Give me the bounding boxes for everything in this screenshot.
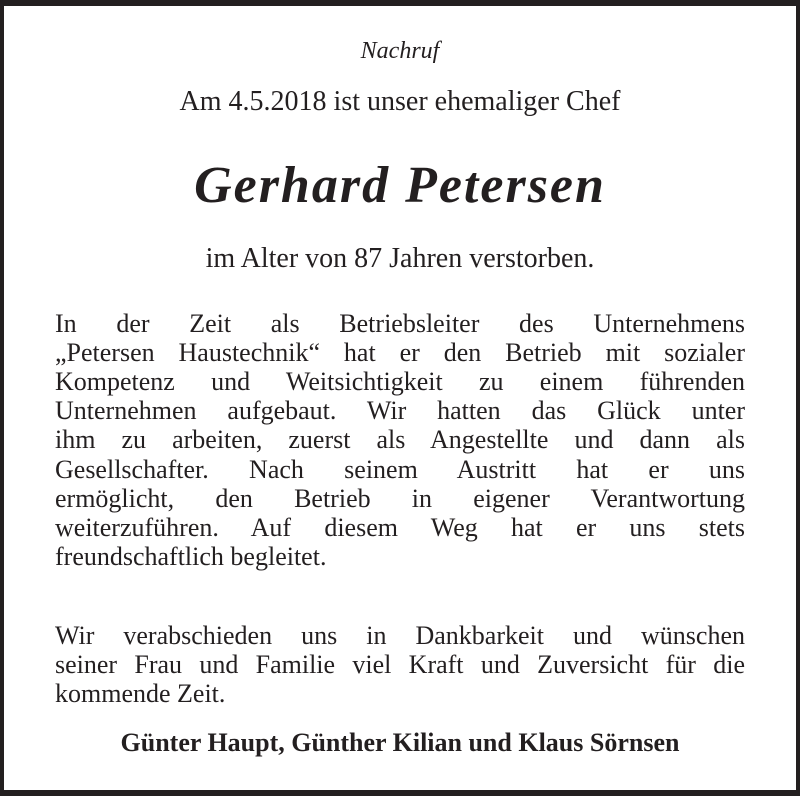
paragraph-line: freundschaftlich begleitet. [55, 542, 327, 571]
paragraph-line: ihm zu arbeiten, zuerst als Angestellte und dann als [55, 425, 745, 454]
paragraph-line: In der Zeit als Betriebsleiter des Unternehmens [55, 309, 745, 338]
signature: Günter Haupt, Günther Kilian und Klaus Sörnsen [120, 728, 680, 757]
paragraph-line: Gesellschafter. Nach seinem Austritt hat er uns [55, 455, 745, 484]
kicker-heading: Nachruf [360, 38, 440, 64]
paragraph-line: Kompetenz und Weitsichtigkeit zu einem führenden [55, 367, 745, 396]
paragraph-line: kommende Zeit. [55, 679, 226, 708]
intro-line: Am 4.5.2018 ist unser ehemaliger Chef [179, 86, 621, 117]
paragraph-line: Unternehmen aufgebaut. Wir hatten das Glück unter [55, 396, 745, 425]
deceased-name: Gerhard Petersen [194, 157, 606, 214]
age-line: im Alter von 87 Jahren verstorben. [205, 243, 595, 274]
paragraph-line: „Petersen Haustechnik“ hat er den Betrieb mit sozialer [55, 338, 745, 367]
paragraph-line: ermöglicht, den Betrieb in eigener Verantwortung [55, 484, 745, 513]
paragraph-line: seiner Frau und Familie viel Kraft und Zuversicht für die [55, 650, 745, 679]
paragraph-line: weiterzuführen. Auf diesem Weg hat er uns stets [55, 513, 745, 542]
paragraph-line: Wir verabschieden uns in Dankbarkeit und wünschen [55, 621, 745, 650]
